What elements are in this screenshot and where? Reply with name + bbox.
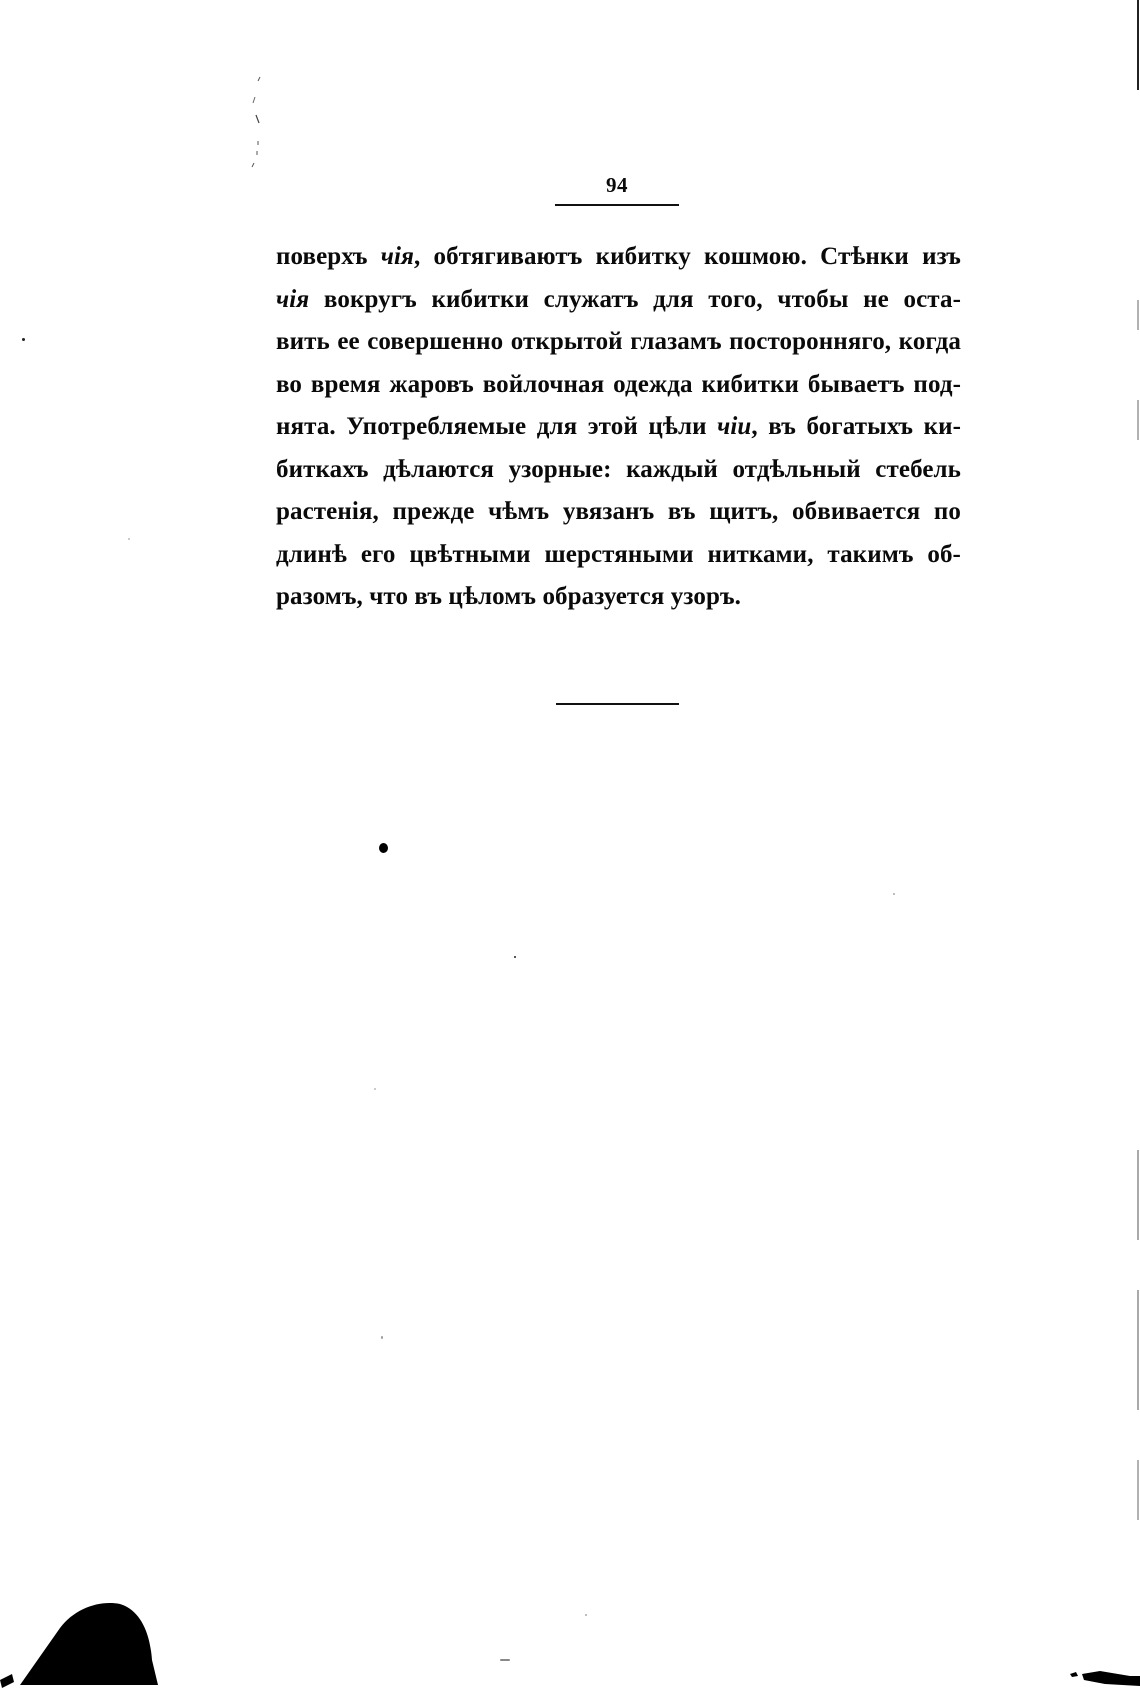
body-paragraph	[276, 236, 961, 619]
page-number: 94	[606, 173, 628, 197]
text-run: поверхъ	[276, 243, 381, 270]
scan-corner-mark	[1060, 1662, 1140, 1692]
text-line	[276, 236, 961, 279]
text-line	[276, 364, 961, 407]
scan-marks-top-left	[250, 75, 264, 170]
speck-dot-faint	[585, 1614, 587, 1616]
text-run: нята. Употребляемые для этой цѣли	[276, 413, 718, 440]
speck-dot-faint	[128, 538, 130, 540]
speck-dot-small	[514, 956, 516, 958]
text-line	[276, 279, 961, 322]
text-line	[276, 406, 961, 449]
end-rule	[556, 703, 679, 705]
text-run: вокругъ кибитки служатъ для того, чтобы не оста-	[309, 285, 961, 313]
scan-thumb-shadow	[0, 1570, 170, 1692]
speck-dash-bottom	[500, 1659, 510, 1661]
italic-term: чія	[276, 285, 310, 313]
text-run: биткахъ дѣлаются узорные: каждый отдѣльный стебель	[276, 455, 961, 483]
italic-term: чія	[380, 243, 415, 270]
speck-dot-faint	[374, 1088, 376, 1090]
speck-dot-left	[22, 338, 25, 341]
speck-dot-large	[379, 843, 388, 853]
header-rule	[555, 204, 679, 206]
text-line	[276, 534, 961, 577]
text-line	[276, 491, 961, 534]
italic-term: чіи	[717, 413, 752, 440]
text-run: вить ее совершенно открытой глазамъ посторонняго, когда	[276, 328, 961, 355]
text-line	[276, 321, 961, 364]
text-line	[276, 576, 961, 619]
speck-dot-faint	[381, 1336, 383, 1339]
text-run: , въ богатыхъ ки-	[751, 413, 961, 440]
text-line	[276, 449, 961, 492]
text-run: разомъ, что въ цѣломъ образуется узоръ.	[276, 583, 741, 610]
text-run: длинѣ его цвѣтными шерстяными нитками, такимъ об-	[276, 540, 961, 568]
text-run: , обтягиваютъ кибитку кошмою. Стѣнки изъ	[414, 243, 961, 270]
text-run: во время жаровъ войлочная одежда кибитки бываетъ под-	[276, 370, 961, 398]
text-run: растенія, прежде чѣмъ увязанъ въ щитъ, обвивается по	[276, 498, 961, 525]
speck-dot-faint	[893, 893, 895, 895]
scan-edge-right	[1136, 0, 1140, 1692]
